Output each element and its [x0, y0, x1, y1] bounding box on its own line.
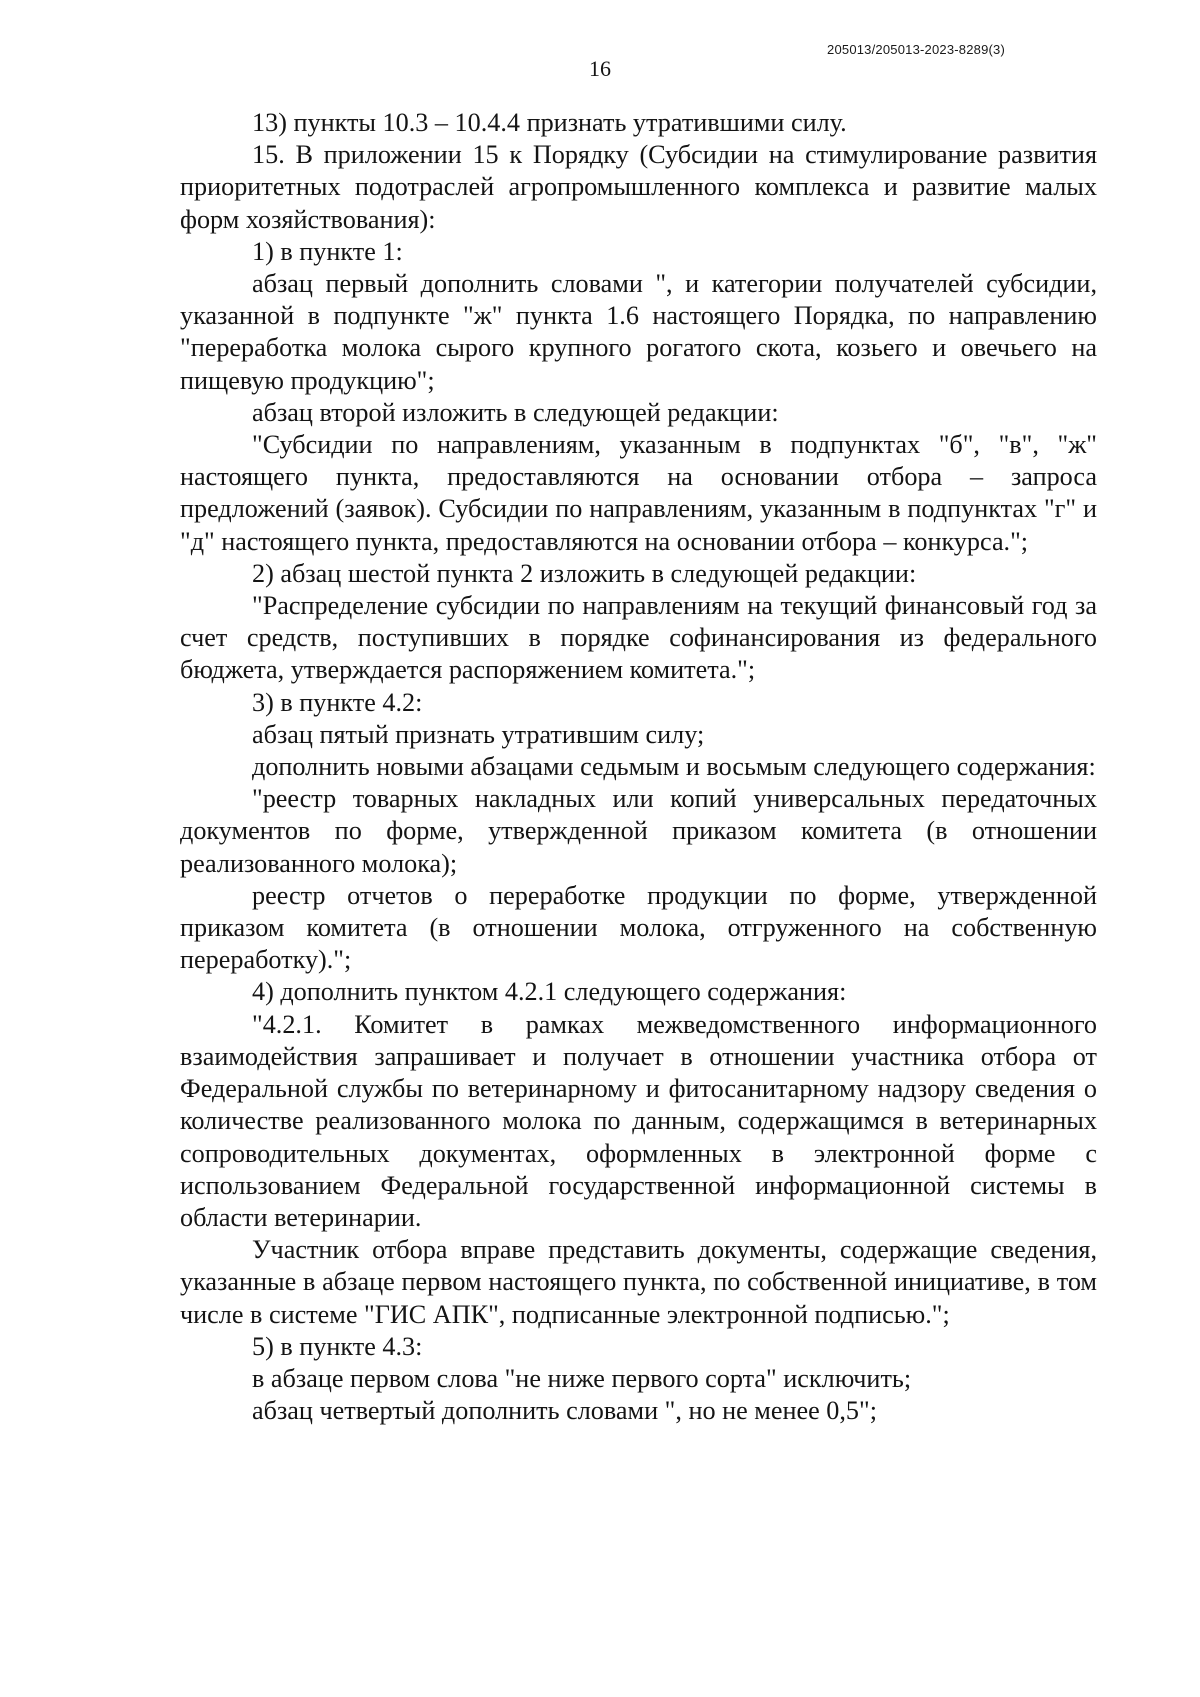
paragraph: "реестр товарных накладных или копий универсальных передаточных документов по форме, утвержденной приказом комитета (в отношении реализованного молока);: [180, 784, 1097, 878]
paragraph: 1) в пункте 1:: [252, 236, 403, 266]
paragraph: 3) в пункте 4.2:: [252, 687, 423, 717]
paragraph: абзац четвертый дополнить словами ", но не менее 0,5";: [252, 1396, 877, 1426]
page-number: 16: [589, 56, 611, 81]
paragraph: 4) дополнить пунктом 4.2.1 следующего содержания:: [252, 977, 847, 1007]
paragraph: "Субсидии по направлениям, указанным в подпунктах "б", "в", "ж" настоящего пункта, предоставляются на основании отбора – запроса предложений (заявок). Субсидии по направлениям, указанным в подпунктах "г" и "д" настоящего пункта, предоставляются на основании отбора – конкурса.";: [180, 430, 1097, 556]
paragraph: 5) в пункте 4.3:: [252, 1331, 423, 1361]
paragraph: в абзаце первом слова "не ниже первого сорта" исключить;: [252, 1363, 912, 1393]
paragraph: абзац первый дополнить словами ", и категории получателей субсидии, указанной в подпункте "ж" пункта 1.6 настоящего Порядка, по направлению "переработка молока сырого крупного рогатого скота, козьего и овечьего на пищевую продукцию";: [180, 269, 1097, 395]
paragraph: дополнить новыми абзацами седьмым и восьмым следующего содержания:: [252, 752, 1096, 782]
document-body: [180, 107, 1097, 1427]
paragraph: абзац второй изложить в следующей редакции:: [252, 397, 779, 427]
paragraph: 13) пункты 10.3 – 10.4.4 признать утратившими силу.: [252, 108, 847, 137]
paragraph: "Распределение субсидии по направлениям на текущий финансовый год за счет средств, поступивших в порядке софинансирования из федерального бюджета, утверждается распоряжением комитета.";: [180, 591, 1097, 685]
paragraph: абзац пятый признать утратившим силу;: [252, 719, 705, 749]
document-registration-number: 205013/205013-2023-8289(3): [827, 42, 1005, 57]
paragraph: Участник отбора вправе представить документы, содержащие сведения, указанные в абзаце первом настоящего пункта, по собственной инициативе, в том числе в системе "ГИС АПК", подписанные электронной подписью.";: [180, 1235, 1097, 1329]
paragraph: 2) абзац шестой пункта 2 изложить в следующей редакции:: [252, 558, 917, 588]
paragraph: 15. В приложении 15 к Порядку (Субсидии на стимулирование развития приоритетных подотраслей агропромышленного комплекса и развитие малых форм хозяйствования):: [180, 140, 1097, 234]
paragraph: "4.2.1. Комитет в рамках межведомственного информационного взаимодействия запрашивает и получает в отношении участника отбора от Федеральной службы по ветеринарному и фитосанитарному надзору сведения о количестве реализованного молока по данным, содержащимся в ветеринарных сопроводительных документах, оформленных в электронной форме с использованием Федеральной государственной информационной системы в области ветеринарии.: [180, 1009, 1097, 1232]
paragraph: реестр отчетов о переработке продукции по форме, утвержденной приказом комитета (в отношении молока, отгруженного на собственную переработку).";: [180, 880, 1097, 975]
